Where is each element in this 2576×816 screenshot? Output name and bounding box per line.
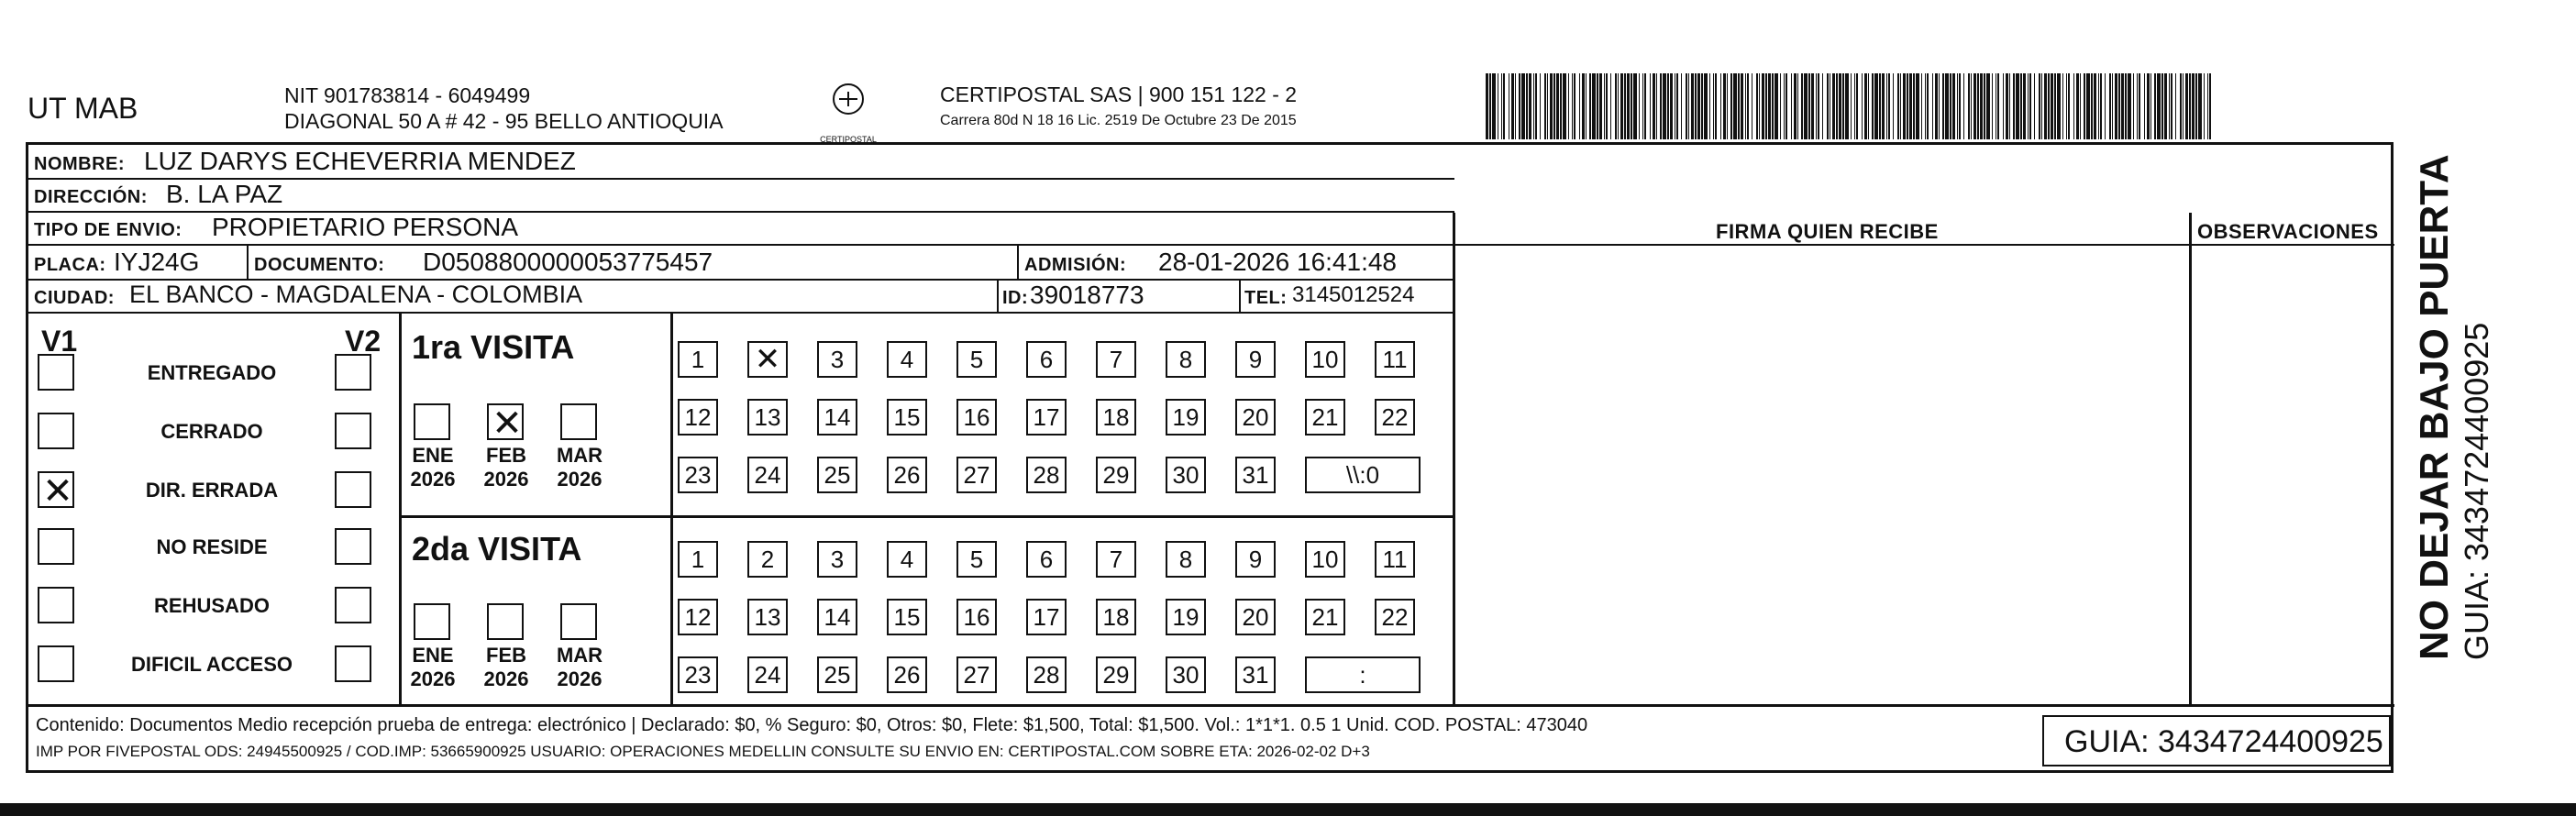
second-day-16[interactable]: 16 <box>956 599 997 635</box>
month-year: 2026 <box>410 667 456 690</box>
first-day-9[interactable]: 9 <box>1235 341 1276 378</box>
placa-value: IYJ24G <box>114 248 200 276</box>
first-month-checkbox-feb[interactable] <box>487 403 524 444</box>
nombre-value: LUZ DARYS ECHEVERRIA MENDEZ <box>144 147 576 175</box>
first-day-17[interactable]: 17 <box>1026 399 1067 436</box>
status-label: CERRADO <box>160 420 263 443</box>
direccion-value: B. LA PAZ <box>166 180 283 208</box>
month-year: 2026 <box>483 468 529 491</box>
second-day-23[interactable]: 23 <box>678 656 718 693</box>
month-name: FEB <box>486 444 526 467</box>
v2-checkbox-6[interactable] <box>335 645 371 682</box>
v2-checkbox-5[interactable] <box>335 587 371 623</box>
second-month-label <box>401 644 465 691</box>
logo-text: CERTIPOSTAL <box>820 135 877 144</box>
first-day-21[interactable]: 21 <box>1305 399 1345 436</box>
v1-checkbox-3[interactable] <box>38 471 74 512</box>
first-day-8[interactable]: 8 <box>1166 341 1206 378</box>
second-day-17[interactable]: 17 <box>1026 599 1067 635</box>
second-day-22[interactable]: 22 <box>1375 599 1415 635</box>
row-nombre <box>28 145 1454 180</box>
second-day-8[interactable]: 8 <box>1166 541 1206 578</box>
status-label: NO RESIDE <box>156 535 268 558</box>
second-day-24[interactable]: 24 <box>747 656 788 693</box>
tel-label: TEL: <box>1244 288 1288 308</box>
nit-line: NIT 901783814 - 6049499 <box>284 83 531 107</box>
second-day-11[interactable]: 11 <box>1375 541 1415 578</box>
month-year: 2026 <box>410 468 456 491</box>
v2-checkbox-3[interactable] <box>335 471 371 508</box>
v2-checkbox-1[interactable] <box>335 354 371 391</box>
placa-label: PLACA: <box>34 255 106 275</box>
first-month-checkbox-mar[interactable] <box>560 403 597 440</box>
first-day-30[interactable]: 30 <box>1166 457 1206 493</box>
certipostal-logo <box>807 81 890 144</box>
second-day-14[interactable]: 14 <box>817 599 857 635</box>
second-day-19[interactable]: 19 <box>1166 599 1206 635</box>
v2-label: V2 <box>345 325 381 358</box>
second-day-25[interactable]: 25 <box>817 656 857 693</box>
first-day-5[interactable]: 5 <box>956 341 997 378</box>
v2-checkbox-4[interactable] <box>335 528 371 565</box>
v1-label: V1 <box>41 325 78 358</box>
company-name: UT MAB <box>28 92 138 125</box>
first-visit-label: 1ra VISITA <box>412 328 575 366</box>
second-day-30[interactable]: 30 <box>1166 656 1206 693</box>
admision-value: 28-01-2026 16:41:48 <box>1158 248 1397 276</box>
month-year: 2026 <box>557 468 603 491</box>
first-time-field[interactable]: \\:0 <box>1305 457 1421 493</box>
address-line: DIAGONAL 50 A # 42 - 95 BELLO ANTIOQUIA <box>284 109 724 133</box>
v1-checkbox-1[interactable] <box>38 354 74 391</box>
guia-box <box>2042 715 2391 766</box>
second-day-4[interactable]: 4 <box>887 541 927 578</box>
first-day-16[interactable]: 16 <box>956 399 997 436</box>
tel-value: 3145012524 <box>1292 282 1415 307</box>
second-day-5[interactable]: 5 <box>956 541 997 578</box>
id-label: ID: <box>1002 288 1029 308</box>
second-month-checkbox-ene[interactable] <box>414 603 450 640</box>
nombre-label: NOMBRE: <box>34 154 126 174</box>
second-day-9[interactable]: 9 <box>1235 541 1276 578</box>
v1-checkbox-5[interactable] <box>38 587 74 623</box>
observaciones-label: OBSERVACIONES <box>2197 220 2379 243</box>
carrier-license: Carrera 80d N 18 16 Lic. 2519 De Octubre 23 De 2015 <box>940 113 1297 128</box>
second-day-28[interactable]: 28 <box>1026 656 1067 693</box>
first-day-26[interactable]: 26 <box>887 457 927 493</box>
first-day-2[interactable]: ✕ <box>747 341 788 378</box>
second-day-10[interactable]: 10 <box>1305 541 1345 578</box>
footer-impresion: IMP POR FIVEPOSTAL ODS: 24945500925 / COD.IMP: 53665900925 USUARIO: OPERACIONES MEDELLIN CONSULTE SU ENVIO EN: CERTIPOSTAL.COM SOBRE ETA: 2026-02-02 D+3 <box>36 743 1370 760</box>
row-ciudad <box>28 281 1454 314</box>
x-mark-icon: ✕ <box>42 471 73 512</box>
status-label: DIR. ERRADA <box>145 479 279 502</box>
bottom-edge <box>0 803 2576 816</box>
second-day-13[interactable]: 13 <box>747 599 788 635</box>
month-name: ENE <box>412 644 454 667</box>
second-day-6[interactable]: 6 <box>1026 541 1067 578</box>
carrier-info <box>940 83 1297 129</box>
side-warning <box>2412 154 2496 660</box>
second-day-26[interactable]: 26 <box>887 656 927 693</box>
month-year: 2026 <box>557 667 603 690</box>
first-day-1[interactable]: 1 <box>678 341 718 378</box>
barcode <box>1486 73 2215 139</box>
first-day-11[interactable]: 11 <box>1375 341 1415 378</box>
first-day-18[interactable]: 18 <box>1096 399 1136 436</box>
first-day-20[interactable]: 20 <box>1235 399 1276 436</box>
second-month-label <box>547 644 612 691</box>
tipo-label: TIPO DE ENVIO: <box>34 220 182 240</box>
v1-checkbox-2[interactable] <box>38 413 74 449</box>
documento-value: D0508800000053775457 <box>423 248 713 276</box>
second-day-3[interactable]: 3 <box>817 541 857 578</box>
row-tipo <box>28 213 2394 246</box>
second-day-31[interactable]: 31 <box>1235 656 1276 693</box>
first-day-15[interactable]: 15 <box>887 399 927 436</box>
first-day-3[interactable]: 3 <box>817 341 857 378</box>
guia-number: GUIA: 3434724400925 <box>2064 724 2383 759</box>
first-day-4[interactable]: 4 <box>887 341 927 378</box>
second-day-21[interactable]: 21 <box>1305 599 1345 635</box>
documento-label: DOCUMENTO: <box>254 255 385 275</box>
v1-checkbox-4[interactable] <box>38 528 74 565</box>
month-name: ENE <box>412 444 454 467</box>
admision-label: ADMISIÓN: <box>1024 255 1127 275</box>
ciudad-label: CIUDAD: <box>34 288 115 308</box>
row-placa <box>28 246 1454 281</box>
v2-checkbox-2[interactable] <box>335 413 371 449</box>
second-day-12[interactable]: 12 <box>678 599 718 635</box>
first-month-checkbox-ene[interactable] <box>414 403 450 440</box>
first-month-label <box>547 444 612 491</box>
direccion-label: DIRECCIÓN: <box>34 187 148 207</box>
status-label: DIFICIL ACCESO <box>130 653 293 676</box>
first-day-25[interactable]: 25 <box>817 457 857 493</box>
firma-label: FIRMA QUIEN RECIBE <box>1716 220 1939 243</box>
second-day-29[interactable]: 29 <box>1096 656 1136 693</box>
first-day-24[interactable]: 24 <box>747 457 788 493</box>
second-day-2[interactable]: 2 <box>747 541 788 578</box>
second-day-1[interactable]: 1 <box>678 541 718 578</box>
first-day-29[interactable]: 29 <box>1096 457 1136 493</box>
v1-checkbox-6[interactable] <box>38 645 74 682</box>
first-day-14[interactable]: 14 <box>817 399 857 436</box>
second-day-18[interactable]: 18 <box>1096 599 1136 635</box>
shipping-form <box>26 142 2394 773</box>
second-month-checkbox-feb[interactable] <box>487 603 524 640</box>
month-year: 2026 <box>483 667 529 690</box>
month-name: FEB <box>486 644 526 667</box>
footer-contenido: Contenido: Documentos Medio recepción prueba de entrega: electrónico | Declarado: $0, % Seguro: $0, Otros: $0, Flete: $1,500, Total: $1,500. Vol.: 1*1*1. 0.5 1 Unid. COD. POSTAL: 473040 <box>36 715 1588 735</box>
first-day-28[interactable]: 28 <box>1026 457 1067 493</box>
first-day-13[interactable]: 13 <box>747 399 788 436</box>
id-value: 39018773 <box>1030 281 1144 309</box>
second-day-27[interactable]: 27 <box>956 656 997 693</box>
second-visit-label: 2da VISITA <box>412 530 582 568</box>
side-guia: GUIA: 3434724400925 <box>2458 322 2495 660</box>
second-month-label <box>474 644 538 691</box>
company-info <box>284 83 724 134</box>
first-day-19[interactable]: 19 <box>1166 399 1206 436</box>
first-day-22[interactable]: 22 <box>1375 399 1415 436</box>
first-day-23[interactable]: 23 <box>678 457 718 493</box>
no-dejar-label: NO DEJAR BAJO PUERTA <box>2412 154 2457 660</box>
tipo-value: PROPIETARIO PERSONA <box>212 213 518 241</box>
second-day-15[interactable]: 15 <box>887 599 927 635</box>
second-month-checkbox-mar[interactable] <box>560 603 597 640</box>
first-day-7[interactable]: 7 <box>1096 341 1136 378</box>
status-label: REHUSADO <box>154 594 270 617</box>
month-name: MAR <box>556 644 603 667</box>
second-day-7[interactable]: 7 <box>1096 541 1136 578</box>
second-time-field[interactable]: : <box>1305 656 1421 693</box>
first-month-label <box>474 444 538 491</box>
carrier-line: CERTIPOSTAL SAS | 900 151 122 - 2 <box>940 83 1298 106</box>
month-name: MAR <box>556 444 603 467</box>
row-direccion <box>28 180 1454 213</box>
first-month-label <box>401 444 465 491</box>
ciudad-value: EL BANCO - MAGDALENA - COLOMBIA <box>129 281 583 308</box>
status-label: ENTREGADO <box>147 361 277 384</box>
first-day-27[interactable]: 27 <box>956 457 997 493</box>
first-day-10[interactable]: 10 <box>1305 341 1345 378</box>
second-day-20[interactable]: 20 <box>1235 599 1276 635</box>
first-day-6[interactable]: 6 <box>1026 341 1067 378</box>
first-day-12[interactable]: 12 <box>678 399 718 436</box>
x-mark-icon: ✕ <box>492 403 523 444</box>
first-day-31[interactable]: 31 <box>1235 457 1276 493</box>
